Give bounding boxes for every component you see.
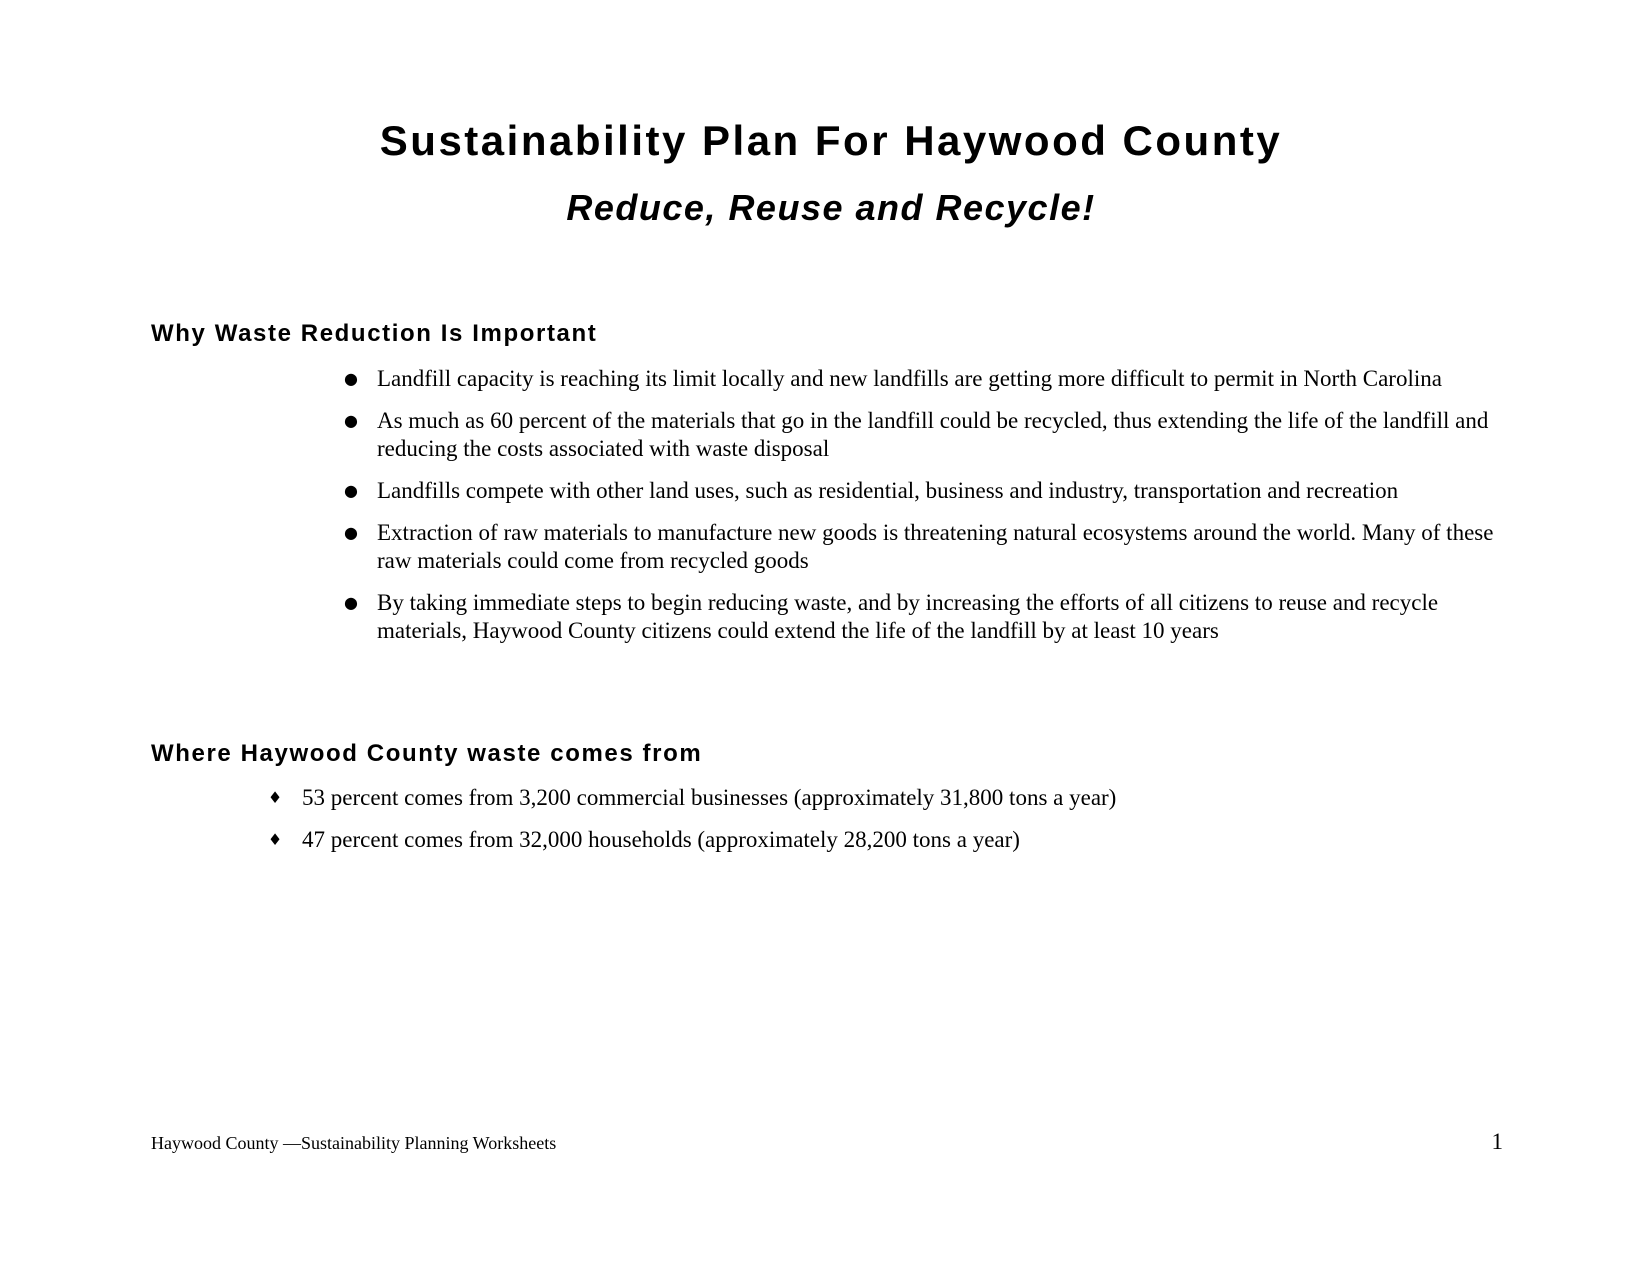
list-item-text: Landfills compete with other land uses, such as residential, business and industry, transportation and recreation <box>377 478 1399 503</box>
document-title: Sustainability Plan For Haywood County <box>379 117 1283 164</box>
list-item-text: Extraction of raw materials to manufacture new goods is threatening natural ecosystems around the world. Many of these raw materials could come from recycled goods <box>377 520 1494 573</box>
list-item-text: By taking immediate steps to begin reducing waste, and by increasing the efforts of all citizens to reuse and recycle materials, Haywood County citizens could extend the life of the landfill by at least 10 years <box>377 590 1439 643</box>
document-subtitle: Reduce, Reuse and Recycle! <box>566 187 1096 228</box>
section-heading-waste-sources: Where Haywood County waste comes from <box>151 740 703 767</box>
list-item <box>344 589 1522 645</box>
list-item <box>344 407 1522 463</box>
diamond-bullet-icon: ♦ <box>267 788 283 807</box>
footer-text: Haywood County —Sustainability Planning Worksheets <box>151 1133 557 1153</box>
list-item <box>267 784 1302 812</box>
bullet-icon: ● <box>344 481 358 500</box>
list-item-text: 47 percent comes from 32,000 households (approximately 28,200 tons a year) <box>302 827 1020 852</box>
waste-sources-list <box>267 784 1302 868</box>
list-item-text: As much as 60 percent of the materials that go in the landfill could be recycled, thus extending the life of the landfill and reducing the costs associated with waste disposal <box>377 408 1489 461</box>
bullet-icon: ● <box>344 411 358 430</box>
bullet-icon: ● <box>344 593 358 612</box>
list-item <box>344 519 1522 575</box>
diamond-bullet-icon: ♦ <box>267 830 283 849</box>
bullet-icon: ● <box>344 369 358 388</box>
list-item <box>267 826 1302 854</box>
list-item <box>344 365 1522 393</box>
list-item-text: 53 percent comes from 3,200 commercial businesses (approximately 31,800 tons a year) <box>302 785 1117 810</box>
list-item-text: Landfill capacity is reaching its limit locally and new landfills are getting more difficult to permit in North Carolina <box>377 366 1442 391</box>
page-number: 1 <box>1491 1129 1503 1154</box>
bullet-icon: ● <box>344 523 358 542</box>
section-heading-why-waste-reduction: Why Waste Reduction Is Important <box>151 320 598 347</box>
why-waste-reduction-list <box>344 365 1522 659</box>
list-item <box>344 477 1522 505</box>
